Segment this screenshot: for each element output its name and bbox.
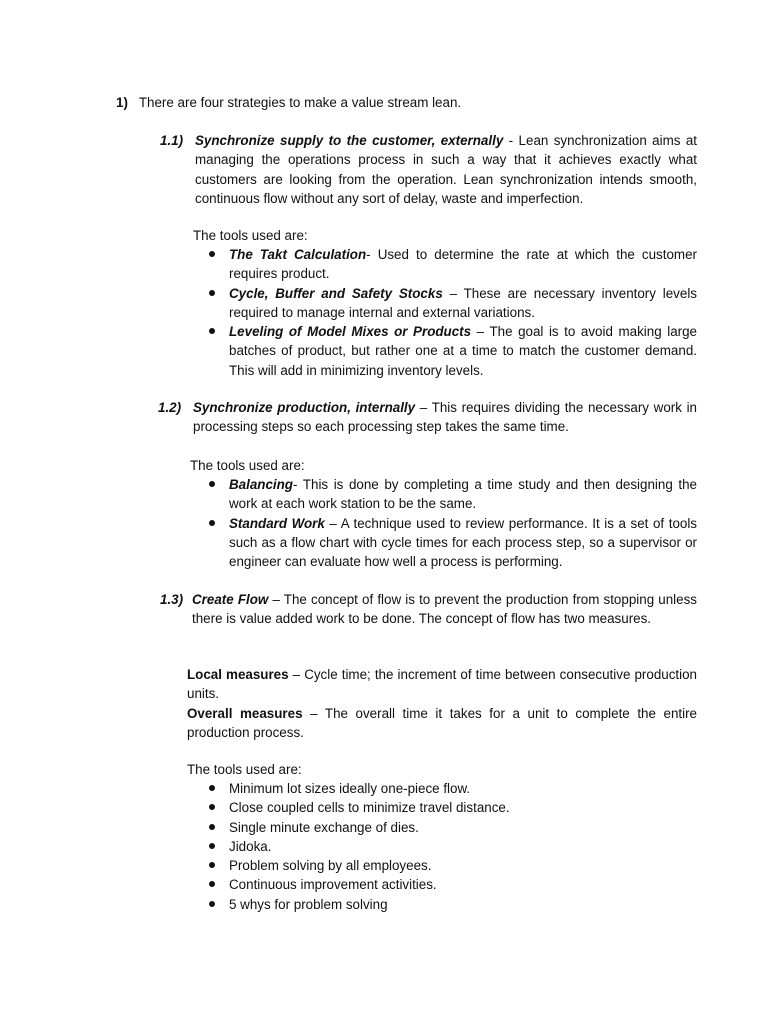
main-heading	[116, 93, 716, 112]
list-item: 5 whys for problem solving	[207, 895, 697, 914]
section-1-1-paragraph: Synchronize supply to the customer, externally - Lean synchronization aims at managing the operations process in such a way that it achieves exactly what customers are looking from the operation. Lean synchronization intends smooth, continuous flow without any sort of delay, waste and imperfection.	[195, 133, 698, 206]
section-title: Synchronize production, internally	[193, 400, 416, 415]
list-item: Jidoka.	[207, 837, 697, 856]
tools-label-1-2: The tools used are:	[190, 458, 305, 473]
heading-number: 1)	[116, 95, 128, 110]
section-1-2-paragraph: Synchronize production, internally – This requires dividing the necessary work in processing steps so each processing step takes the same time.	[193, 400, 698, 435]
tools-label-1-1: The tools used are:	[193, 228, 308, 243]
list-item: Problem solving by all employees.	[207, 856, 697, 875]
list-item: Close coupled cells to minimize travel distance.	[207, 798, 697, 817]
list-item: Leveling of Model Mixes or Products – The goal is to avoid making large batches of product, but rather one at a time to match the customer demand. This will add in minimizing inventory levels.	[207, 322, 697, 380]
section-body: This requires dividing the necessary work in processing steps so each processing step takes the same time.	[193, 400, 698, 435]
measures-block	[187, 665, 697, 742]
list-item: Cycle, Buffer and Safety Stocks – These are necessary inventory levels required to manage internal and external variations.	[207, 284, 697, 323]
section-body: The concept of flow is to prevent the production from stopping unless there is value added work to be done. The concept of flow has two measures.	[192, 592, 697, 627]
heading-text: There are four strategies to make a value stream lean.	[138, 95, 462, 110]
section-number-1-2: 1.2)	[158, 400, 182, 415]
measure-local: Local measures – Cycle time; the increment of time between consecutive production units.	[187, 667, 698, 702]
section-1-3-paragraph: Create Flow – The concept of flow is to prevent the production from stopping unless there is value added work to be done. The concept of flow has two measures.	[192, 592, 697, 627]
list-item: Balancing- This is done by completing a time study and then designing the work at each work station to be the same.	[207, 475, 697, 514]
section-title: Create Flow	[192, 592, 269, 607]
list-item: Standard Work – A technique used to review performance. It is a set of tools such as a flow chart with cycle times for each process step, so a supervisor or engineer can evaluate how well a process is performing.	[207, 514, 697, 572]
section-body: Lean synchronization aims at managing the operations process in such a way that it achieves exactly what customers are looking from the operation. Lean synchronization intends smooth, continuous flow without any sort of delay, waste and imperfection.	[195, 133, 698, 206]
list-item: The Takt Calculation- Used to determine the rate at which the customer requires product.	[207, 245, 697, 284]
tools-list-1-2	[207, 475, 697, 571]
list-item: Single minute exchange of dies.	[207, 818, 697, 837]
tools-list-1-1	[207, 245, 697, 380]
tools-list-1-3	[207, 779, 697, 914]
section-number-1-3: 1.3)	[160, 592, 184, 607]
section-title: Synchronize supply to the customer, externally	[195, 133, 504, 148]
measure-overall: Overall measures – The overall time it takes for a unit to complete the entire production process.	[187, 705, 698, 740]
list-item: Continuous improvement activities.	[207, 875, 697, 894]
section-number-1-1: 1.1)	[160, 133, 184, 148]
list-item: Minimum lot sizes ideally one-piece flow.	[207, 779, 697, 798]
tools-label-1-3: The tools used are:	[187, 762, 302, 777]
